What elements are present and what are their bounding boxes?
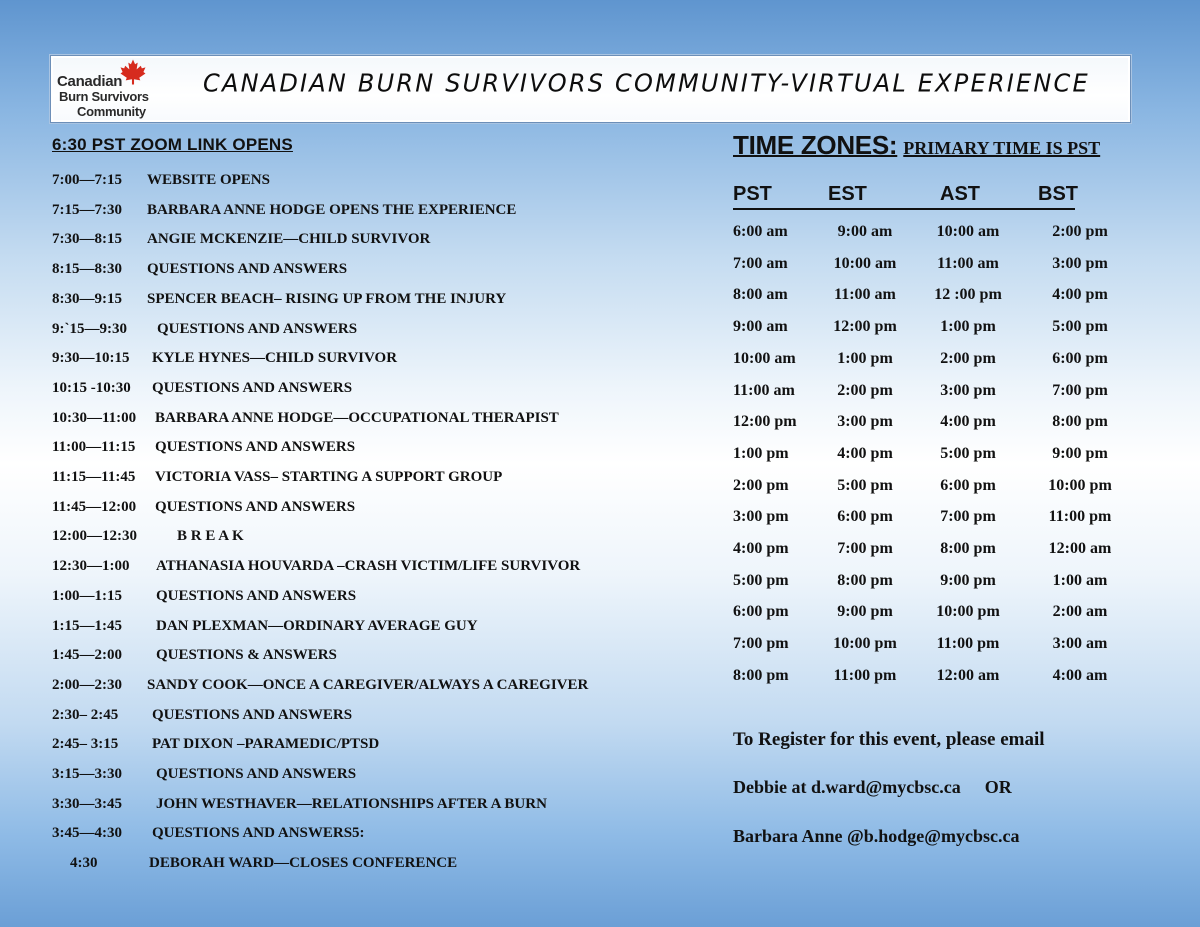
- schedule-time: 9:`15—9:30: [52, 320, 127, 337]
- tz-cell-est: 10:00 pm: [833, 635, 897, 653]
- schedule-time: 2:00—2:30: [52, 676, 122, 693]
- schedule-event: QUESTIONS AND ANSWERS: [156, 587, 357, 604]
- schedule-time: 10:15 -10:30: [52, 379, 131, 396]
- schedule-time: 3:30—3:45: [52, 795, 122, 812]
- schedule-row: [52, 290, 507, 311]
- schedule-time: 8:30—9:15: [52, 290, 122, 307]
- tz-cell-est: 10:00 am: [833, 254, 897, 272]
- schedule-event: DEBORAH WARD—CLOSES CONFERENCE: [149, 855, 458, 872]
- schedule-row: [52, 172, 270, 192]
- timezones-heading: TIME ZONES:: [733, 130, 898, 160]
- schedule-row: [52, 736, 380, 756]
- tz-header-underline: [733, 208, 1075, 210]
- schedule-row: [52, 766, 357, 786]
- schedule-time: 2:30– 2:45: [52, 706, 119, 723]
- schedule-event: ATHANASIA HOUVARDA –CRASH VICTIM/LIFE SURVIVOR: [156, 558, 581, 575]
- tz-cell-ast: 3:00 pm: [940, 381, 996, 399]
- schedule-event: ANGIE MCKENZIE—CHILD SURVIVOR: [147, 231, 431, 248]
- tz-cell-ast: 5:00 pm: [940, 444, 996, 462]
- tz-cell-bst: 2:00 pm: [1052, 223, 1108, 240]
- tz-cell-est: 1:00 pm: [837, 349, 893, 367]
- schedule-time: 1:00—1:15: [52, 587, 122, 604]
- tz-cell-bst: 1:00 am: [1052, 571, 1108, 589]
- schedule-event: SPENCER BEACH– RISING UP FROM THE INJURY: [147, 290, 507, 307]
- schedule-row: [52, 825, 365, 845]
- tz-cell-pst: 7:00 pm: [733, 635, 789, 653]
- header-banner: [50, 55, 1131, 123]
- schedule-time: 11:15—11:45: [52, 469, 136, 485]
- schedule-event: QUESTIONS & ANSWERS: [156, 647, 337, 664]
- schedule-event: QUESTIONS AND ANSWERS: [152, 379, 353, 396]
- tz-cell-est: 8:00 pm: [837, 571, 893, 589]
- tz-cell-est: 9:00 am: [837, 223, 893, 240]
- schedule-event: KYLE HYNES—CHILD SURVIVOR: [152, 350, 398, 367]
- tz-cell-bst: 8:00 pm: [1052, 413, 1108, 431]
- tz-cell-pst: 10:00 am: [733, 349, 796, 367]
- tz-header-bst: BST: [1038, 183, 1078, 205]
- schedule-time: 2:45– 3:15: [52, 736, 119, 753]
- schedule-event: QUESTIONS AND ANSWERS5:: [152, 825, 365, 842]
- tz-cell-pst: 5:00 pm: [733, 571, 789, 589]
- tz-cell-ast: 10:00 am: [936, 223, 1000, 240]
- tz-header-pst: PST: [733, 183, 772, 205]
- tz-cell-pst: 8:00 pm: [733, 666, 789, 684]
- register-debbie: [733, 777, 1012, 798]
- logo-line3: Community: [77, 104, 146, 119]
- tz-cell-ast: 11:00 pm: [936, 635, 1000, 653]
- schedule-row: [52, 676, 589, 697]
- schedule-time: 9:30—10:15: [52, 350, 130, 367]
- tz-cell-pst: 4:00 pm: [733, 540, 789, 557]
- schedule-event: WEBSITE OPENS: [147, 172, 270, 188]
- schedule-row: [52, 231, 431, 251]
- tz-cell-bst: 5:00 pm: [1052, 318, 1108, 336]
- schedule-time: 12:30—1:00: [52, 558, 130, 575]
- tz-cell-ast: 12:00 am: [936, 666, 1000, 684]
- tz-header-est: EST: [828, 183, 867, 205]
- schedule-row: [52, 409, 559, 430]
- timezones-subtitle: PRIMARY TIME IS PST: [903, 138, 1101, 158]
- tz-cell-pst: 3:00 pm: [733, 508, 789, 526]
- schedule-event: B R E A K: [177, 528, 244, 545]
- tz-cell-ast: 8:00 pm: [940, 540, 996, 557]
- schedule-event: BARBARA ANNE HODGE OPENS THE EXPERIENCE: [147, 201, 517, 218]
- tz-cell-ast: 7:00 pm: [940, 508, 996, 526]
- schedule-row: [52, 528, 244, 548]
- schedule-event: DAN PLEXMAN—ORDINARY AVERAGE GUY: [156, 617, 478, 634]
- schedule-time: 7:30—8:15: [52, 231, 122, 248]
- tz-cell-est: 6:00 pm: [837, 508, 893, 526]
- tz-cell-est: 11:00 pm: [833, 666, 897, 684]
- schedule-time: 11:45—12:00: [52, 498, 137, 515]
- schedule-time: 11:00—11:15: [52, 439, 136, 456]
- schedule-row: [52, 706, 353, 727]
- tz-cell-est: 2:00 pm: [837, 381, 893, 399]
- or-text: OR: [984, 777, 1012, 797]
- tz-cell-pst: 8:00 am: [733, 286, 788, 304]
- schedule-row: [52, 469, 503, 489]
- schedule-event: BARBARA ANNE HODGE—OCCUPATIONAL THERAPIST: [155, 409, 559, 426]
- tz-cell-ast: 6:00 pm: [940, 476, 996, 494]
- tz-cell-pst: 2:00 pm: [733, 476, 789, 494]
- tz-cell-bst: 2:00 am: [1052, 603, 1108, 621]
- schedule-event: QUESTIONS AND ANSWERS: [152, 706, 353, 723]
- schedule-time: 3:15—3:30: [52, 766, 122, 782]
- tz-cell-bst: 11:00 pm: [1048, 508, 1112, 526]
- schedule-event: QUESTIONS AND ANSWERS: [157, 320, 358, 337]
- timezones-title: [733, 130, 1100, 161]
- register-text: To Register for this event, please email: [733, 729, 1045, 750]
- schedule-row: [52, 439, 356, 459]
- schedule-event: JOHN WESTHAVER—RELATIONSHIPS AFTER A BURN: [156, 795, 547, 812]
- schedule-row: [52, 795, 547, 816]
- debbie-email: Debbie at d.ward@mycbsc.ca: [733, 777, 961, 797]
- tz-cell-bst: 4:00 am: [1052, 666, 1108, 684]
- schedule-time: 3:45—4:30: [52, 825, 122, 842]
- tz-cell-bst: 3:00 pm: [1052, 254, 1108, 272]
- tz-cell-bst: 12:00 am: [1048, 540, 1112, 557]
- barbara-email: Barbara Anne @b.hodge@mycbsc.ca: [733, 826, 1020, 846]
- tz-cell-pst: 12:00 pm: [733, 413, 797, 431]
- tz-cell-bst: 7:00 pm: [1052, 381, 1108, 399]
- schedule-time: 10:30—11:00: [52, 409, 137, 426]
- schedule-event: VICTORIA VASS– STARTING A SUPPORT GROUP: [155, 469, 503, 485]
- schedule-row: [52, 558, 581, 578]
- tz-cell-est: 4:00 pm: [837, 444, 893, 462]
- tz-cell-bst: 10:00 pm: [1048, 476, 1112, 494]
- schedule-row: [52, 350, 398, 370]
- schedule-row: [52, 617, 478, 638]
- schedule-time: 12:00—12:30: [52, 528, 137, 545]
- schedule-event: QUESTIONS AND ANSWERS: [147, 261, 348, 278]
- tz-cell-pst: 6:00 am: [733, 223, 788, 240]
- schedule-row: [52, 647, 337, 667]
- tz-header-ast: AST: [940, 183, 980, 205]
- tz-cell-est: 9:00 pm: [837, 603, 893, 621]
- schedule-row: [52, 379, 353, 400]
- schedule-row: [52, 587, 357, 608]
- tz-cell-pst: 1:00 pm: [733, 444, 789, 462]
- schedule-time: 8:15—8:30: [52, 261, 122, 278]
- schedule-time: 7:15—7:30: [52, 201, 122, 218]
- tz-cell-est: 5:00 pm: [837, 476, 893, 494]
- logo-line2: Burn Survivors: [59, 89, 149, 104]
- logo-line1: Canadian: [57, 73, 123, 90]
- tz-cell-ast: 1:00 pm: [940, 318, 996, 336]
- page-title: CANADIAN BURN SURVIVORS COMMUNITY-VIRTUAL EXPERIENCE: [203, 68, 1090, 98]
- tz-cell-ast: 12 :00 pm: [934, 286, 1002, 304]
- tz-cell-bst: 4:00 pm: [1052, 286, 1108, 304]
- tz-cell-est: 11:00 am: [834, 286, 896, 304]
- tz-cell-est: 3:00 pm: [837, 413, 893, 431]
- schedule-time: 4:30: [70, 855, 98, 872]
- schedule-event: QUESTIONS AND ANSWERS: [155, 498, 356, 515]
- tz-cell-pst: 7:00 am: [733, 254, 788, 272]
- schedule-row: [52, 201, 517, 222]
- tz-cell-ast: 4:00 pm: [940, 413, 996, 431]
- tz-cell-bst: 9:00 pm: [1052, 444, 1108, 462]
- tz-cell-est: 7:00 pm: [837, 540, 893, 557]
- schedule-row: [52, 855, 458, 875]
- tz-cell-ast: 10:00 pm: [936, 603, 1000, 621]
- tz-cell-pst: 6:00 pm: [733, 603, 789, 621]
- tz-cell-ast: 11:00 am: [937, 254, 999, 272]
- tz-cell-pst: 11:00 am: [733, 381, 795, 399]
- schedule-event: PAT DIXON –PARAMEDIC/PTSD: [152, 736, 380, 753]
- schedule-row: [52, 498, 356, 519]
- schedule-time: 7:00—7:15: [52, 172, 122, 188]
- schedule-event: QUESTIONS AND ANSWERS: [155, 439, 356, 456]
- schedule-row: [52, 320, 358, 341]
- schedule-time: 1:15—1:45: [52, 617, 122, 634]
- tz-cell-est: 12:00 pm: [833, 318, 897, 336]
- tz-cell-ast: 2:00 pm: [940, 349, 996, 367]
- tz-cell-bst: 3:00 am: [1052, 635, 1108, 653]
- schedule-row: [52, 261, 348, 281]
- tz-cell-ast: 9:00 pm: [940, 571, 996, 589]
- logo: [55, 59, 155, 119]
- tz-cell-pst: 9:00 am: [733, 318, 788, 336]
- tz-cell-bst: 6:00 pm: [1052, 349, 1108, 367]
- maple-leaf-icon: [119, 59, 147, 85]
- schedule-time: 1:45—2:00: [52, 647, 122, 664]
- zoom-opens-line: 6:30 PST ZOOM LINK OPENS: [52, 135, 293, 154]
- schedule-event: SANDY COOK—ONCE A CAREGIVER/ALWAYS A CAREGIVER: [147, 676, 589, 693]
- schedule-event: QUESTIONS AND ANSWERS: [156, 766, 357, 782]
